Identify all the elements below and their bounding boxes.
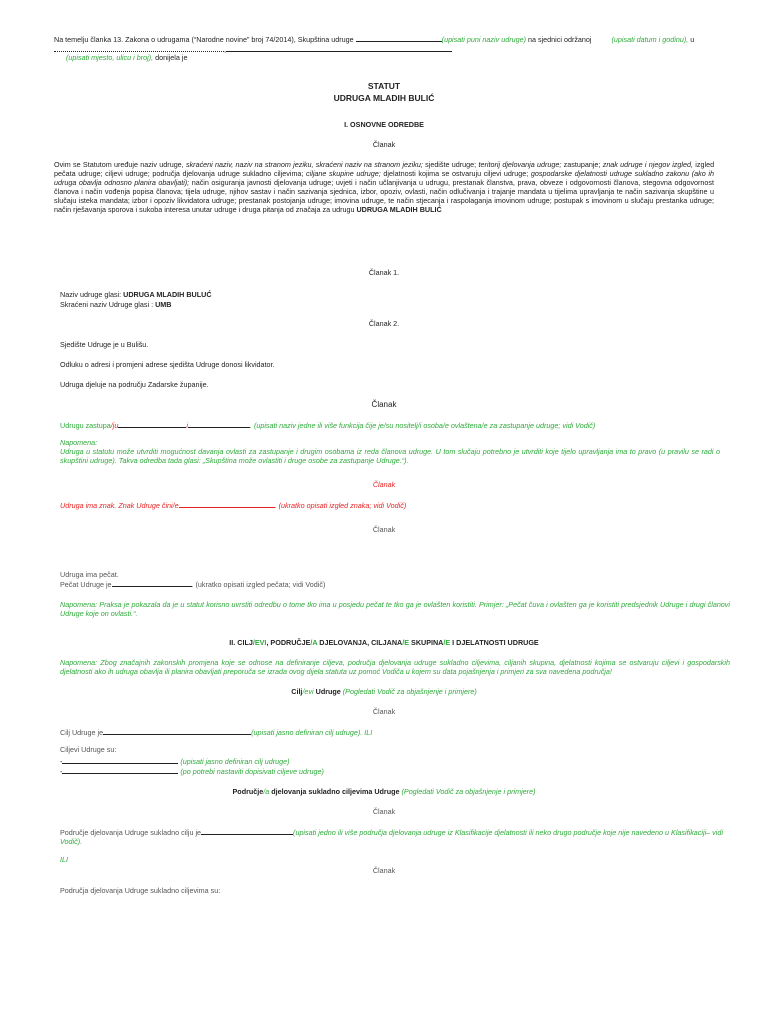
zastupanje-line: Udrugu zastupa/ju i . (upisati naziv jedne ili više funkcija čije je/su nositelj/i osoba/e ovlaštena/e za zastupanje udruge; vidi Vodič) [60, 421, 596, 430]
blank-znak[interactable] [179, 500, 275, 508]
podrucje-line-singular: Područje djelovanja Udruge sukladno cilju je (upisati jedno ili više područja djelovanja udruge iz Klasifikacije djelatnosti ili neko drugo područje koje nije navedeno u Klasifikaciji– vidi Vodič). [60, 828, 723, 846]
section-2-heading: II. CILJ/EVI, PODRUČJE/A DJELOVANJA, CILJANA/E SKUPINA/E I DJELATNOSTI UDRUGE [229, 638, 539, 647]
ciljevi-label: Ciljevi Udruge su: [60, 745, 117, 754]
cilj-line: Cilj Udruge je (upisati jasno definiran cilj udruge). ILI [60, 728, 373, 737]
section-1-clanak: Članak [372, 140, 396, 149]
napomena-zastupanje: Udruga u statutu može utvrditi mogućnost davanja ovlasti za zastupanje i drugim osobama iz reda članova udruge. U tom slučaju potrebno je utvrditi koje tijelo upravljanja ima to pravo (u pravilu se radi o skupštini udruge). Takva odredba tada glasi: „Skupština može ovlastiti i druge osobe za zastupanje Udruge.“). [60, 447, 720, 465]
sjediste-line: Sjedište Udruge je u Bulišu. [60, 340, 149, 349]
ciljevi-item-2: - (po potrebi nastaviti dopisivati ciljeve udruge) [60, 767, 324, 776]
napomena-section-2: Napomena: Zbog značajnih zakonskih promjena koje se odnose na definiranje ciljeva, područja djelovanja udruge sukladno ciljevima, ciljanih skupina, djelatnosti kojima se ostvaruju ciljevi i gospodarskih djelatnosti ako ih udruga obavlja ili planira obavljati preporuča se izrada ovog dijela statuta uz pomoć Vodiča u kojem su data pojašnjenja i primjeri za sva navedena područja! [60, 658, 730, 676]
clanak-1-heading: Članak 1. [368, 268, 400, 277]
napomena-pecat: Napomena: Praksa je pokazala da je u statut korisno uvrstiti odredbu o tome tko ima u posjedu pečat te tko ga je ovlašten koristiti. Primjer: „Pečat čuva i ovlašten ga je koristiti predsjednik Udruge i drugi članovi Udruge koje on ovlasti.“. [60, 600, 730, 618]
blank-zastupnik-1[interactable] [118, 420, 186, 428]
pecat-line-2: Pečat Udruge je . (ukratko opisati izgled pečata; vidi Vodič) [60, 580, 326, 589]
podrucja-clanak: Članak [372, 866, 396, 875]
clanak-pecat-heading: Članak [372, 525, 396, 534]
ili-label: ILI [60, 855, 68, 864]
document-title: STATUT [367, 81, 401, 91]
znak-line: Udruga ima znak. Znak Udruge čini/e . (ukratko opisati izgled znaka; vidi Vodič) [60, 501, 407, 510]
blank-cilj[interactable] [103, 727, 251, 735]
blank-podrucje[interactable] [201, 827, 293, 835]
preamble-line-1: Na temelju članka 13. Zakona o udrugama (“Narodne novine” broj 74/2014), Skupština udruge (upisati puni naziv udruge) na sjednici održanoj (upisati datum i godinu), u, [54, 35, 695, 54]
clanak-zastupanje-heading: Članak [371, 400, 397, 409]
blank-date[interactable] [54, 44, 224, 52]
blank-place[interactable] [226, 44, 452, 52]
preamble-line-2: (upisati mjesto, ulicu i broj), donijela je [66, 53, 188, 62]
adresa-line: Odluku o adresi i promjeni adrese sjedišta Udruge donosi likvidator. [60, 360, 275, 369]
podrucje-clanak: Članak [372, 807, 396, 816]
podrucja-line-plural: Područja djelovanja Udruge sukladno ciljevima su: [60, 886, 221, 895]
podrucje-line: Udruga djeluje na području Zadarske županije. [60, 380, 209, 389]
blank-cilj-2[interactable] [62, 766, 178, 774]
blank-udruga-name[interactable] [356, 34, 442, 42]
blank-pecat[interactable] [112, 579, 192, 587]
section-1-heading: I. OSNOVNE ODREDBE [344, 120, 424, 129]
napomena-zastupanje-label: Napomena: [60, 438, 98, 447]
skraceni-naziv: Skraćeni naziv Udruge glasi : UMB [60, 300, 172, 309]
pecat-line-1: Udruga ima pečat. [60, 570, 119, 579]
clanak-2-heading: Članak 2. [368, 319, 400, 328]
document-subtitle: UDRUGA MLADIH BULIĆ [333, 93, 435, 103]
section-1-paragraph: Ovim se Statutom uređuje naziv udruge, skraćeni naziv, naziv na stranom jeziku, skraćeni naziv na stranom jeziku; sjedište udruge; teritorij djelovanja udruge; zastupanje; znak udruge i njegov izgled, izgled pečata udruge; ciljevi udruge; područja djelovanja udruge sukladno ciljevima; ciljane skupine udruge; djelatnosti kojima se ostvaruju ciljevi udruge; gospodarske djelatnosti udruge sukladno zakonu (ako ih udruga obavlja odnosno planira obavljati); način osiguranja javnosti djelovanja udruge; uvjeti i način učlanjivanja u udrugu, prestanak članstva, prava, obveze i odgovornosti članova, stegovna odgovornost članova i način vođenja popisa članova; tijela udruge, njihov sastav i način sazivanja sjednica, izbor, opoziv, ovlasti, način odlučivanja i trajanje mandata u tijelima upravljanja te način sazivanja skupštine u slučaju isteka mandata; izbor i opoziv likvidatora udruge; prestanak postojanja udruge; imovina udruge, te način stjecanja i raspolaganja imovinom udruge; postupak s imovinom u slučaju prestanka udruge; način rješavanja sporova i sukoba interesa unutar udruge i druga pitanja od značaja za udrugu UDRUGA MLADIH BULIĆ [54, 160, 715, 214]
naziv-udruge: Naziv udruge glasi: UDRUGA MLADIH BULUĆ [60, 290, 212, 299]
blank-cilj-1[interactable] [62, 756, 178, 764]
blank-zastupnik-2[interactable] [188, 420, 250, 428]
clanak-znak-heading: Članak [372, 480, 396, 489]
cilj-clanak: Članak [372, 707, 396, 716]
ciljevi-item-1: - (upisati jasno definiran cilj udruge) [60, 757, 290, 766]
cilj-subheading: Cilj/evi Udruge (Pogledati Vodič za objašnjenje i primjere) [291, 687, 477, 696]
podrucje-subheading: Područje/a djelovanja sukladno ciljevima Udruge (Pogledati Vodič za objašnjenje i primjere) [232, 787, 536, 796]
